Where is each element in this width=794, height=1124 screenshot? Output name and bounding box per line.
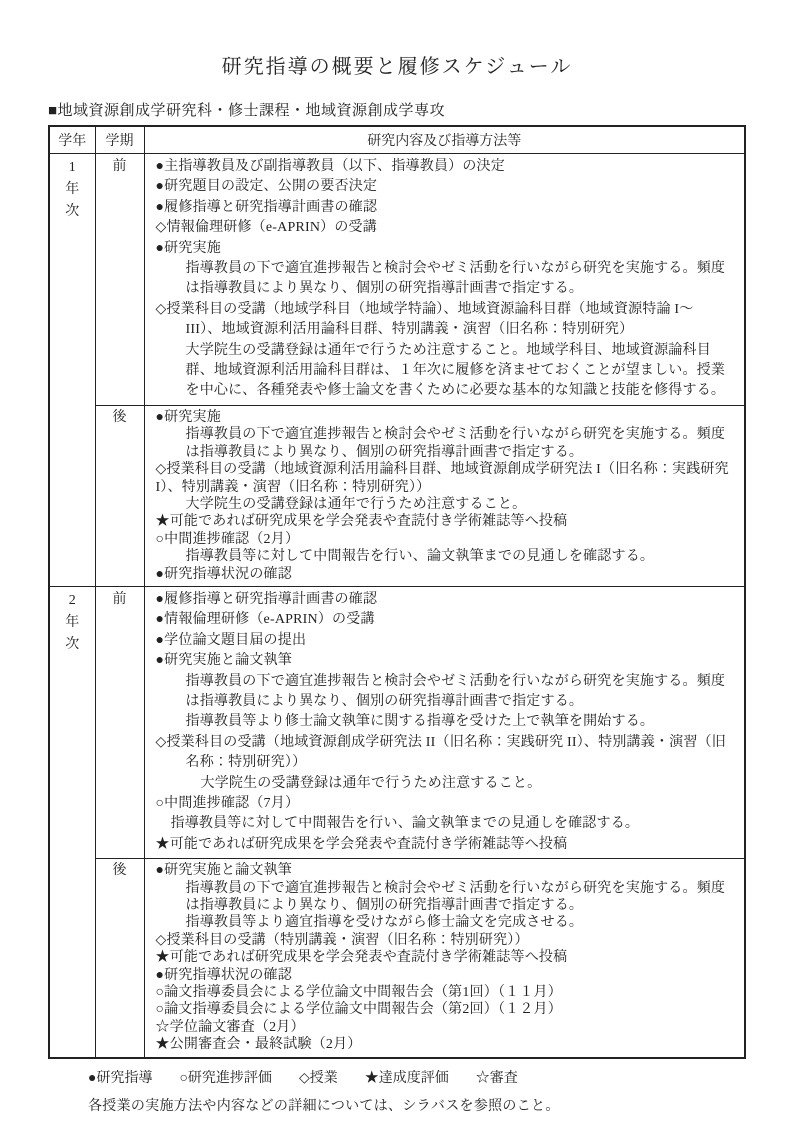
schedule-line: 指導教員等より適宜指導を受けながら修士論文を完成させる。 xyxy=(185,915,584,931)
section-heading: ■地域資源創成学研究科・修士課程・地域資源創成学専攻 xyxy=(48,103,446,119)
schedule-line: ●研究実施と論文執筆 xyxy=(155,653,292,669)
table-row xyxy=(49,154,745,406)
schedule-line: ◇情報倫理研修（e-APRIN）の受講 xyxy=(155,220,377,236)
schedule-table xyxy=(48,125,746,1059)
table-row xyxy=(49,586,745,858)
schedule-line: ★可能であれば研究成果を学会発表や査読付き学術雑誌等へ投稿 xyxy=(155,950,568,966)
schedule-line: 群、地域資源利活用論科目群は、１年次に履修を済ませておくことが望ましい。授業 xyxy=(185,363,726,379)
legend-item-examination: ☆審査 xyxy=(475,1070,518,1086)
table-row xyxy=(49,405,745,586)
term-cell: 後 xyxy=(95,859,144,1058)
schedule-line: III）、地域資源利活用論科目群、特別講義・演習（旧名称：特別研究） xyxy=(185,322,634,338)
schedule-line: ●研究実施 xyxy=(155,240,221,256)
schedule-line: ○中間進捗確認（7月） xyxy=(155,796,300,811)
schedule-line: 指導教員の下で適宜進捗報告と検討会やゼミ活動を行いながら研究を実施する。頻度 xyxy=(185,673,726,689)
legend-item-research-guidance: ●研究指導 xyxy=(88,1070,153,1086)
schedule-line: 指導教員の下で適宜進捗報告と検討会やゼミ活動を行いながら研究を実施する。頻度 xyxy=(185,261,726,277)
schedule-line: は指導教員により異なり、個別の研究指導計画書で指定する。 xyxy=(185,444,584,460)
table-header-row xyxy=(49,126,745,154)
schedule-line: ●研究実施 xyxy=(155,409,221,425)
schedule-line: 指導教員の下で適宜進捗報告と検討会やゼミ活動を行いながら研究を実施する。頻度 xyxy=(185,427,726,443)
schedule-line: ○論文指導委員会による学位論文中間報告会（第2回）（１２月） xyxy=(155,1002,562,1018)
table-row xyxy=(49,859,745,1058)
schedule-line: ●主指導教員及び副指導教員（以下、指導教員）の決定 xyxy=(155,159,505,174)
year-cell: 2 年 次 xyxy=(49,586,95,1057)
schedule-line: は指導教員により異なり、個別の研究指導計画書で指定する。 xyxy=(185,693,584,709)
column-header-term: 学期 xyxy=(95,126,144,154)
page-title: 研究指導の概要と履修スケジュール xyxy=(221,56,573,78)
schedule-line: は指導教員により異なり、個別の研究指導計画書で指定する。 xyxy=(185,898,584,914)
column-header-content: 研究内容及び指導方法等 xyxy=(144,126,745,154)
term-cell: 後 xyxy=(95,405,144,586)
schedule-line: ★可能であれば研究成果を学会発表や査読付き学術雑誌等へ投稿 xyxy=(155,514,568,530)
term-cell: 前 xyxy=(95,154,144,406)
schedule-line: ○中間進捗確認（2月） xyxy=(155,531,300,547)
schedule-line: ★可能であれば研究成果を学会発表や査読付き学術雑誌等へ投稿 xyxy=(155,836,568,852)
schedule-line: ○論文指導委員会による学位論文中間報告会（第1回）（１１月） xyxy=(155,985,562,1001)
content-cell xyxy=(144,586,745,858)
schedule-line: ●研究実施と論文執筆 xyxy=(155,863,292,879)
schedule-line: 指導教員等に対して中間報告を行い、論文執筆までの見通しを確認する。 xyxy=(185,549,655,565)
schedule-line: ★公開審査会・最終試験（2月） xyxy=(155,1037,362,1053)
content-cell xyxy=(144,154,745,406)
schedule-line: 大学院生の受講登録は通年で行うため注意すること。 xyxy=(200,775,542,791)
legend-item-progress-evaluation: ○研究進捗評価 xyxy=(179,1070,272,1086)
schedule-line: ◇授業科目の受講（地域資源利活用論科目群、地域資源創成学研究法 I（旧名称：実践研究 xyxy=(155,462,729,478)
content-cell xyxy=(144,405,745,586)
legend xyxy=(88,1067,746,1087)
schedule-line: を中心に、各種発表や修士論文を書くために必要な基本的な知識と技能を修得する。 xyxy=(185,383,726,399)
schedule-line: ●研究指導状況の確認 xyxy=(155,967,292,983)
year-cell: 1 年 次 xyxy=(49,154,95,587)
legend-item-class: ◇授業 xyxy=(298,1070,338,1086)
schedule-line: 名称：特別研究）） xyxy=(185,755,307,771)
schedule-line: ●学位論文題目届の提出 xyxy=(155,632,307,648)
syllabus-note: 各授業の実施方法や内容などの詳細については、シラバスを参照のこと。 xyxy=(88,1098,560,1114)
legend-item-achievement-evaluation: ★達成度評価 xyxy=(364,1070,449,1086)
schedule-line: 大学院生の受講登録は通年で行うため注意すること。 xyxy=(185,496,527,512)
schedule-line: 指導教員の下で適宜進捗報告と検討会やゼミ活動を行いながら研究を実施する。頻度 xyxy=(185,880,726,896)
term-cell: 前 xyxy=(95,586,144,858)
schedule-line: ◇授業科目の受講（地域資源創成学研究法 II（旧名称：実践研究 II）、特別講義・演習（旧 xyxy=(155,734,726,750)
schedule-line: 指導教員等より修士論文執筆に関する指導を受けた上で執筆を開始する。 xyxy=(185,714,655,730)
schedule-line: I）、特別講義・演習（旧名称：特別研究）） xyxy=(155,479,431,495)
schedule-line: ◇授業科目の受講（地域学科目（地域学特論）、地域資源論科目群（地域資源特論 I～ xyxy=(155,301,694,317)
schedule-line: ●研究題目の設定、公開の要否決定 xyxy=(155,179,378,195)
schedule-line: ●履修指導と研究指導計画書の確認 xyxy=(155,199,378,215)
schedule-line: は指導教員により異なり、個別の研究指導計画書で指定する。 xyxy=(185,281,584,297)
schedule-line: ◇授業科目の受講（特別講義・演習（旧名称：特別研究）） xyxy=(155,932,529,948)
schedule-line: ☆学位論文審査（2月） xyxy=(155,1019,305,1035)
schedule-line: 大学院生の受講登録は通年で行うため注意すること。地域学科目、地域資源論科目 xyxy=(185,342,711,358)
schedule-line: ●研究指導状況の確認 xyxy=(155,566,292,582)
schedule-line: ●情報倫理研修（e-APRIN）の受講 xyxy=(155,612,375,628)
schedule-line: ●履修指導と研究指導計画書の確認 xyxy=(155,591,378,607)
column-header-year: 学年 xyxy=(49,126,95,154)
content-cell xyxy=(144,859,745,1058)
schedule-table-body xyxy=(49,154,745,1058)
schedule-line: 指導教員等に対して中間報告を行い、論文執筆までの見通しを確認する。 xyxy=(170,816,640,832)
